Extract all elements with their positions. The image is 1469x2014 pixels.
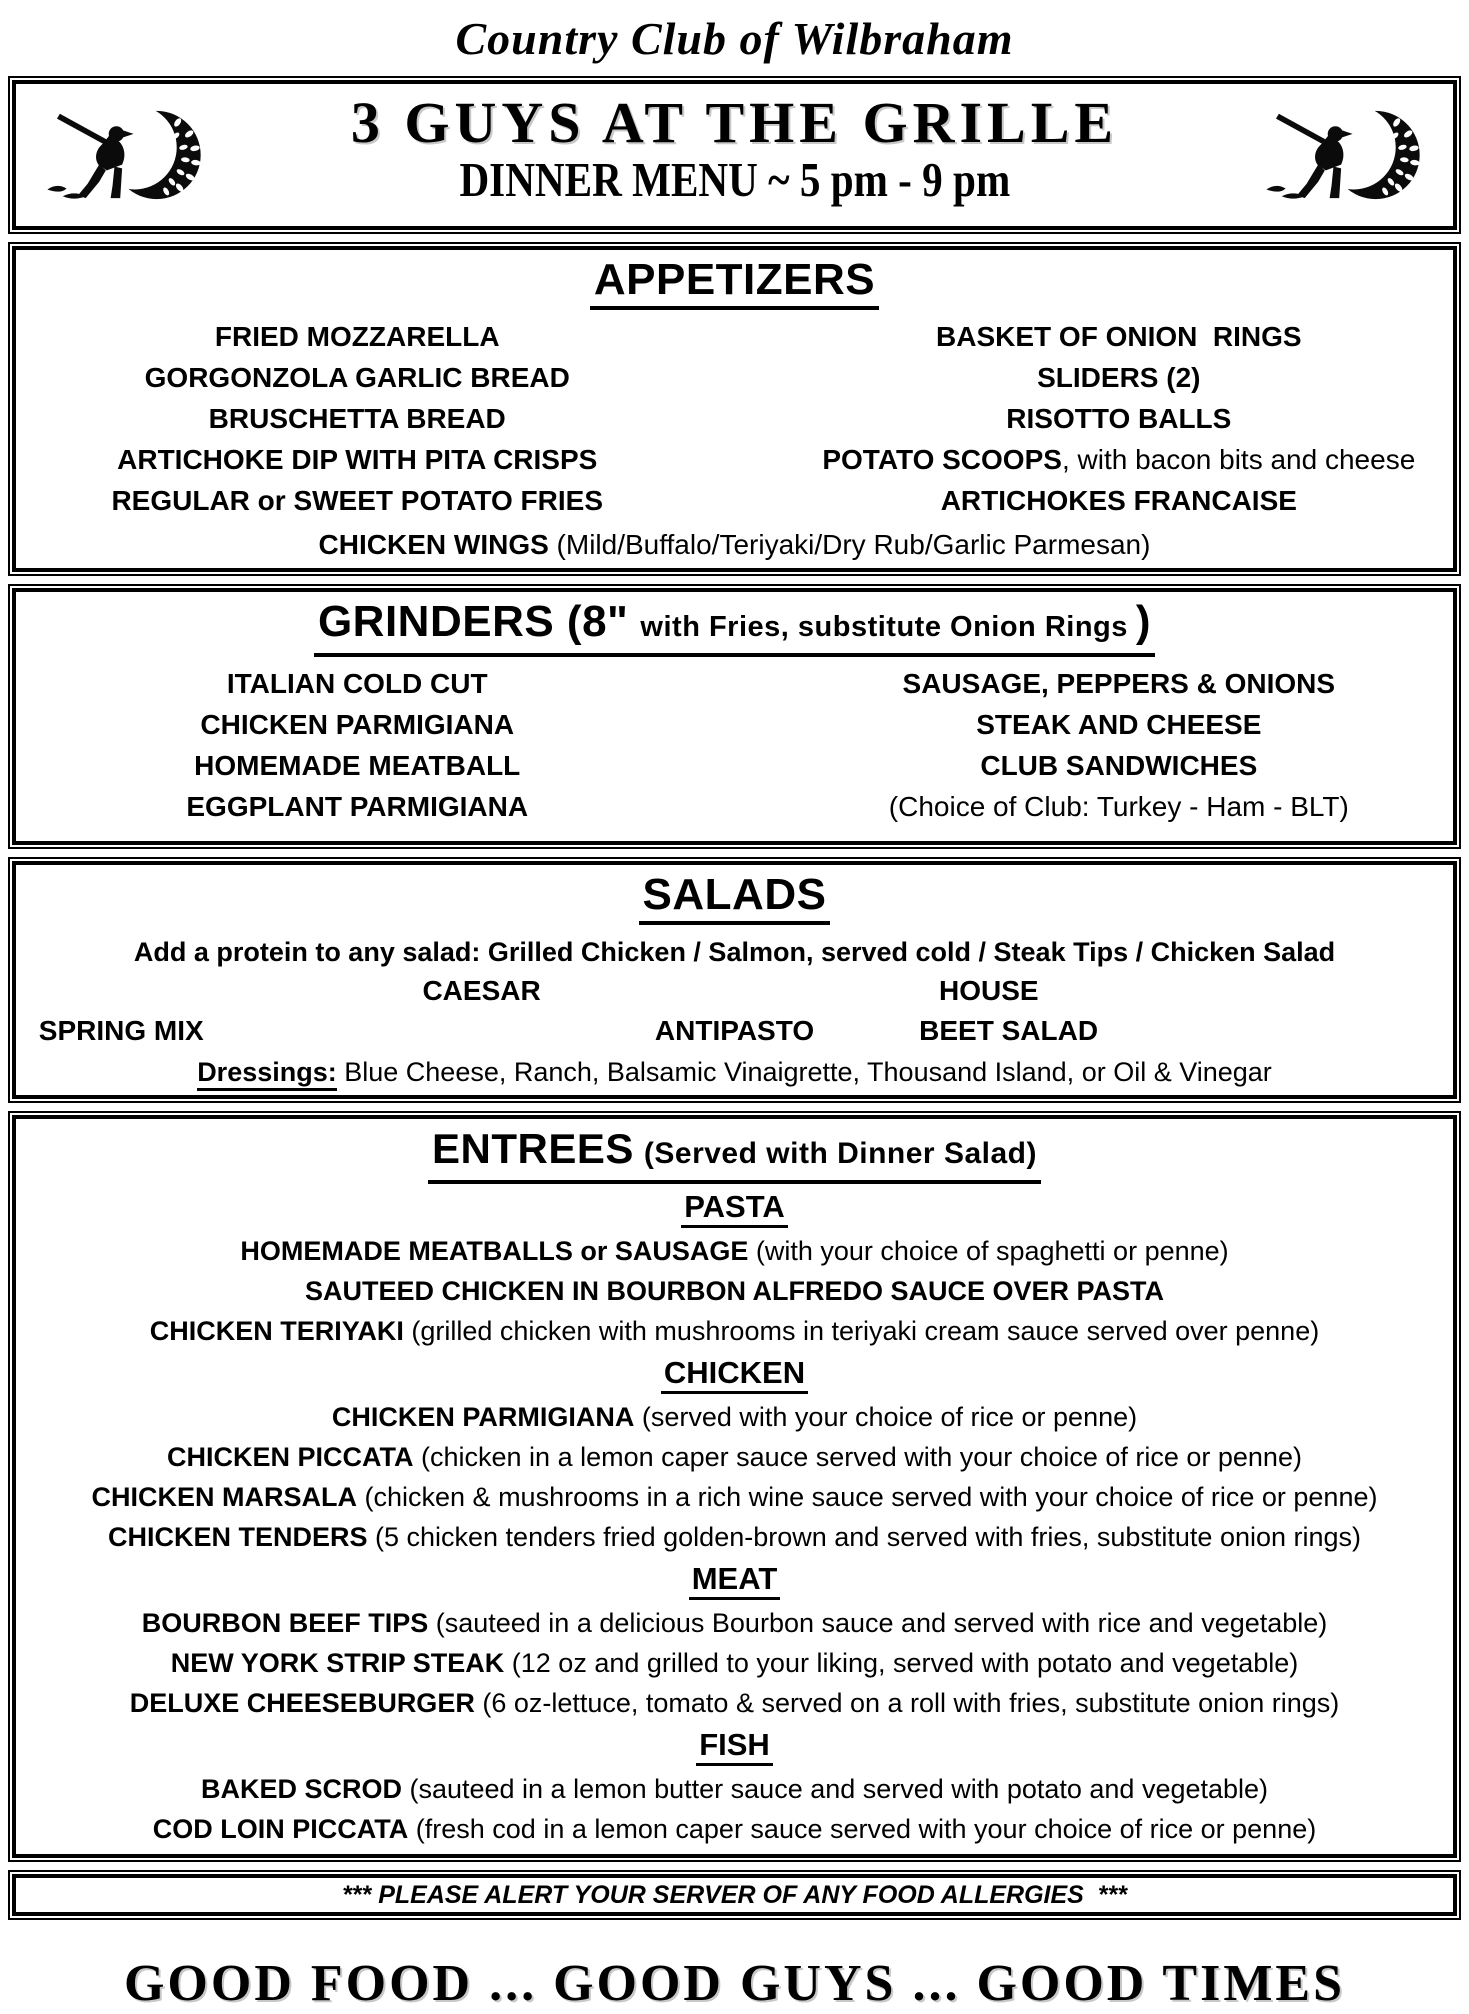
item-desc: (sauteed in a delicious Bourbon sauce and served with rice and vegetable): [428, 1608, 1328, 1638]
menu-item: [28, 404, 686, 434]
item-name: CHICKEN MARSALA: [91, 1482, 358, 1512]
menu-item: [28, 445, 686, 475]
appetizers-section: [8, 242, 1461, 576]
item-name: SAUTEED CHICKEN IN BOURBON ALFREDO SAUCE OVER PASTA: [304, 1276, 1165, 1306]
menu-item: [28, 363, 686, 393]
chicken-heading: CHICKEN: [661, 1356, 808, 1394]
item-name: BASKET OF ONION RINGS: [936, 321, 1302, 352]
golfer-swing-icon: [1253, 105, 1435, 205]
entree-item: [28, 1688, 1441, 1718]
salads-section: [8, 857, 1461, 1103]
salad-item: ANTIPASTO: [654, 1015, 815, 1046]
item-name: CHICKEN TENDERS: [107, 1522, 368, 1552]
entree-item: [28, 1522, 1441, 1552]
menu-item: [797, 792, 1441, 822]
entrees-heading-note: (Served with Dinner Salad): [643, 1137, 1037, 1170]
item-name: HOMEMADE MEATBALLS or SAUSAGE: [240, 1236, 749, 1266]
entree-item: [28, 1774, 1441, 1804]
item-name: CHICKEN PICCATA: [167, 1442, 414, 1472]
grinders-heading-note: with Fries, substitute Onion Rings: [640, 611, 1128, 643]
salad-item: CAESAR: [422, 975, 541, 1006]
item-desc: (5 chicken tenders fried golden-brown and served with fries, substitute onion rings): [367, 1522, 1362, 1552]
pasta-heading: PASTA: [681, 1190, 787, 1228]
entree-item: [28, 1648, 1441, 1678]
dressings-list: Blue Cheese, Ranch, Balsamic Vinaigrette, Thousand Island, or Oil & Vinegar: [336, 1057, 1272, 1087]
grinders-section: [8, 584, 1461, 849]
menu-item: [797, 486, 1441, 516]
entree-item: [28, 1316, 1441, 1346]
menu-item: [797, 669, 1441, 699]
salad-row-1: [28, 975, 1441, 1015]
appetizers-right-column: [797, 322, 1441, 527]
menu-item: [797, 363, 1441, 393]
chicken-wings-item: [28, 530, 1441, 560]
header-titles: [216, 92, 1253, 218]
appetizers-heading: APPETIZERS: [590, 256, 879, 310]
grinders-heading: [314, 598, 1155, 657]
footer-slogan: GOOD FOOD ... GOOD GUYS ... GOOD TIMES: [123, 1955, 1346, 2012]
item-desc: (sauteed in a lemon butter sauce and served with potato and vegetable): [401, 1774, 1269, 1804]
item-name: NEW YORK STRIP STEAK: [170, 1648, 505, 1678]
item-desc: (Choice of Club: Turkey - Ham - BLT): [888, 791, 1349, 822]
entree-item: [28, 1442, 1441, 1472]
item-name: STEAK AND CHEESE: [976, 709, 1262, 740]
entrees-section: [8, 1111, 1461, 1862]
item-desc: (served with your choice of rice or penne): [634, 1402, 1138, 1432]
appetizers-left-column: [28, 322, 686, 527]
menu-item: [28, 486, 686, 516]
subsection-fish: [28, 1728, 1441, 1844]
allergy-box: [8, 1870, 1461, 1920]
grinders-heading-close: ): [1135, 597, 1152, 646]
item-name: SAUSAGE, PEPPERS & ONIONS: [902, 668, 1336, 699]
salad-item: BEET SALAD: [919, 1015, 1099, 1046]
subsection-chicken: [28, 1356, 1441, 1552]
fish-heading: FISH: [696, 1728, 773, 1766]
item-name: COD LOIN PICCATA: [152, 1814, 409, 1844]
subsection-pasta: [28, 1190, 1441, 1346]
menu-item: [28, 322, 686, 352]
item-name: BOURBON BEEF TIPS: [141, 1608, 429, 1638]
menu-page: [0, 10, 1469, 2014]
entrees-heading: [428, 1125, 1041, 1184]
item-desc: (with your choice of spaghetti or penne): [748, 1236, 1229, 1266]
item-name: CHICKEN WINGS: [318, 529, 549, 560]
item-name: CHICKEN PARMIGIANA: [331, 1402, 635, 1432]
menu-item: [797, 322, 1441, 352]
entrees-heading-main: ENTREES: [432, 1125, 634, 1172]
item-desc: (fresh cod in a lemon caper sauce served with your choice of rice or penne): [408, 1814, 1317, 1844]
item-desc: (chicken & mushrooms in a rich wine sauce served with your choice of rice or penne): [357, 1482, 1378, 1512]
protein-note: Add a protein to any salad: Grilled Chicken / Salmon, served cold / Steak Tips / Chicken Salad: [133, 937, 1336, 967]
item-desc: (12 oz and grilled to your liking, served with potato and vegetable): [504, 1648, 1299, 1678]
menu-item: [797, 404, 1441, 434]
item-name: SLIDERS (2): [1037, 362, 1201, 393]
club-name: Country Club of Wilbraham: [455, 13, 1014, 64]
meat-heading: MEAT: [689, 1562, 781, 1600]
menu-item: [28, 710, 686, 740]
menu-item: [28, 669, 686, 699]
item-name: ARTICHOKES FRANCAISE: [940, 485, 1297, 516]
menu-title: 3 GUYS AT THE GRILLE: [350, 90, 1119, 155]
menu-item: [797, 751, 1441, 781]
salad-item: HOUSE: [939, 975, 1039, 1006]
dressings-label: Dressings:: [197, 1057, 337, 1091]
item-desc: (chicken in a lemon caper sauce served with your choice of rice or penne): [413, 1442, 1302, 1472]
subsection-meat: [28, 1562, 1441, 1718]
entree-item: [28, 1814, 1441, 1844]
grinders-heading-main: GRINDERS (8": [317, 597, 629, 646]
grinders-left-column: [28, 669, 686, 833]
golfer-swing-icon: [34, 105, 216, 205]
item-name: CHICKEN TERIYAKI: [149, 1316, 404, 1346]
item-desc: (6 oz-lettuce, tomato & served on a roll with fries, substitute onion rings): [474, 1688, 1340, 1718]
item-name: REGULAR or SWEET POTATO FRIES: [111, 485, 604, 516]
menu-item: [28, 792, 686, 822]
entree-item: [28, 1608, 1441, 1638]
menu-item: [797, 445, 1441, 475]
allergy-note: *** PLEASE ALERT YOUR SERVER OF ANY FOOD ALLERGIES ***: [342, 1881, 1127, 1909]
entree-item: [28, 1276, 1441, 1306]
menu-subtitle: DINNER MENU ~ 5 pm - 9 pm: [459, 152, 1010, 207]
grinders-right-column: [797, 669, 1441, 833]
item-name: DELUXE CHEESEBURGER: [129, 1688, 475, 1718]
salad-row-2: [28, 1015, 1441, 1055]
item-name: RISOTTO BALLS: [1006, 403, 1232, 434]
dressings-line: [28, 1057, 1441, 1087]
item-name: CLUB SANDWICHES: [980, 750, 1258, 781]
item-name: ITALIAN COLD CUT: [226, 668, 488, 699]
item-name: ARTICHOKE DIP WITH PITA CRISPS: [117, 444, 598, 475]
menu-item: [28, 751, 686, 781]
item-name: EGGPLANT PARMIGIANA: [186, 791, 529, 822]
item-name: CHICKEN PARMIGIANA: [200, 709, 515, 740]
entree-item: [28, 1482, 1441, 1512]
item-name: BAKED SCROD: [200, 1774, 402, 1804]
item-name: GORGONZOLA GARLIC BREAD: [144, 362, 570, 393]
item-name: HOMEMADE MEATBALL: [194, 750, 521, 781]
entree-item: [28, 1402, 1441, 1432]
item-name: BRUSCHETTA BREAD: [208, 403, 506, 434]
item-desc: (grilled chicken with mushrooms in teriyaki cream sauce served over penne): [403, 1316, 1320, 1346]
entree-item: [28, 1236, 1441, 1266]
item-desc: , with bacon bits and cheese: [1061, 444, 1416, 475]
item-desc: (Mild/Buffalo/Teriyaki/Dry Rub/Garlic Parmesan): [548, 529, 1151, 560]
menu-item: [797, 710, 1441, 740]
salads-heading: SALADS: [639, 871, 831, 925]
item-name: FRIED MOZZARELLA: [214, 321, 500, 352]
item-name: POTATO SCOOPS: [822, 444, 1062, 475]
header-box: [8, 76, 1461, 234]
salad-item: SPRING MIX: [38, 1015, 204, 1046]
